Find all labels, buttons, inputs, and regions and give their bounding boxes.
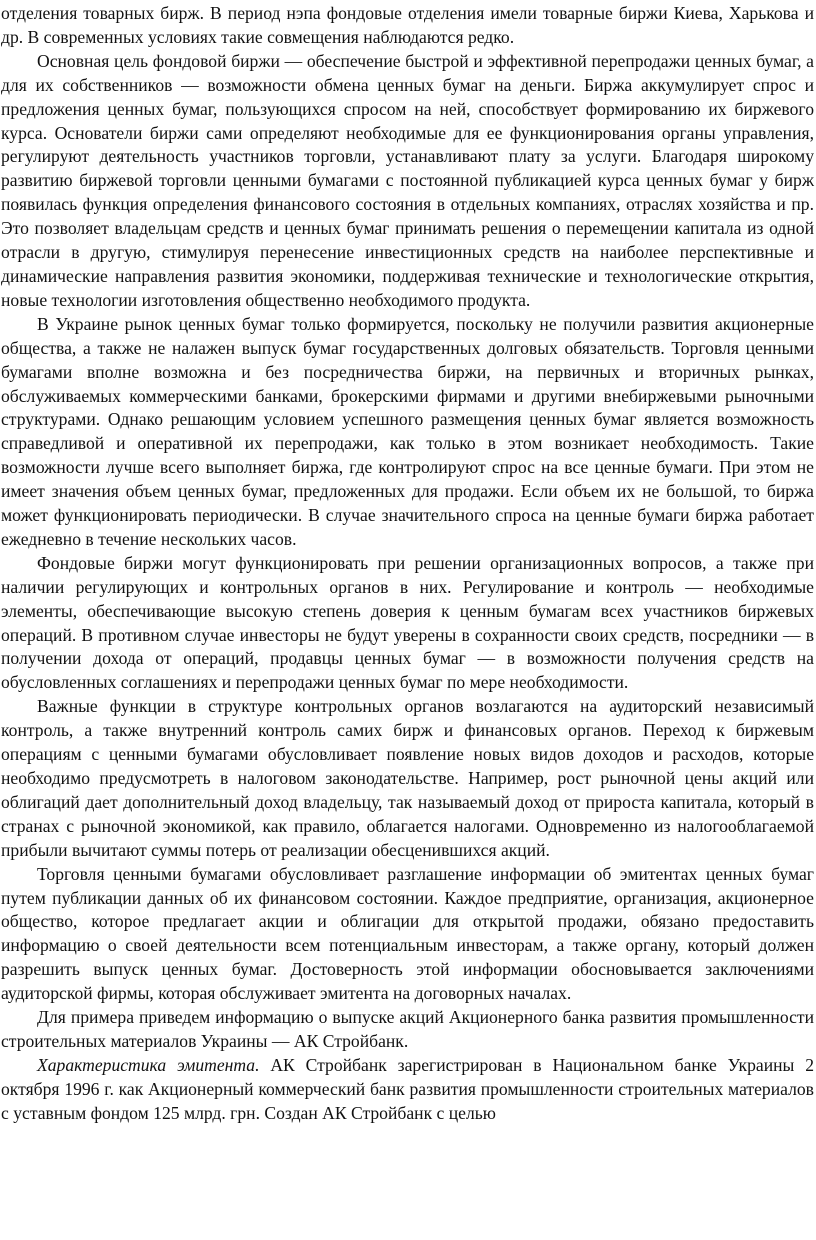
paragraph-regulation: Фондовые биржи могут функционировать при решении организационных вопросов, а также при наличии регулирующих и контрольных органов в них. Регулирование и контроль — необходимые элементы, обеспечивающие высокую степень доверия к ценным бумагам всех участников биржевых операций. В противном случае инвесторы не будут уверены в сохранности своих средств, посредники — в получении дохода от операций, продавцы ценных бумаг — в возможности получения средств на обусловленных соглашениях и перепродажи ценных бумаг по мере необходимости. (1, 552, 814, 693)
issuer-characteristics-text: АК Стройбанк зарегистрирован в Национальном банке Украины 2 октября 1996 г. как Акционерный коммерческий банк развития промышленности строительных материалов с уставным фондом 125 млрд. грн. Создан АК Стройбанк с целью (1, 1054, 814, 1123)
paragraph-example-intro: Для примера приведем информацию о выпуске акций Акционерного банка развития промышленности строительных материалов Украины — АК Стройбанк. (1, 1007, 814, 1051)
paragraph-exchange-purpose: Основная цель фондовой биржи — обеспечение быстрой и эффективной перепродажи ценных бумаг, а для их собственников — возможности обмена ценных бумаг на деньги. Биржа аккумулирует спрос и предложения ценных бумаг, пользующихся спросом на ней, способствует формированию их биржевого курса. Основатели биржи сами определяют необходимые для ее функционирования органы управления, регулируют деятельность участников торговли, устанавливают плату за услуги. Благодаря широкому развитию биржевой торговли ценными бумагами с постоянной публикацией курса ценных бумаг у бирж появилась функция определения финансового состояния в отдельных компаниях, отраслях хозяйства и пр. Это позволяет владельцам средств и ценных бумаг принимать решения о перемещении капитала из одной отрасли в другую, стимулируя перенесение инвестиционных средств на наиболее перспективные и динамические направления развития экономики, поддерживая технические и технологические открытия, новые технологии изготовления общественно необходимого продукта. (1, 50, 814, 310)
paragraph-issuer-characteristics (1, 1054, 814, 1126)
paragraph-disclosure: Торговля ценными бумагами обусловливает разглашение информации об эмитентах ценных бумаг путем публикации данных об их финансовом состоянии. Каждое предприятие, организация, акционерное общество, которое предлагает акции и облигации для открытой продажи, обязано предоставить информацию о своей деятельности всем потенциальным инвесторам, а также органу, который должен разрешить выпуск ценных бумаг. Достоверность этой информации обосновывается заключениями аудиторской фирмы, которая обслуживает эмитента на договорных началах. (1, 863, 814, 1004)
paragraph-control-functions: Важные функции в структуре контрольных органов возлагаются на аудиторский независимый контроль, а также внутренний контроль самих бирж и финансовых органов. Переход к биржевым операциям с ценными бумагами обусловливает появление новых видов доходов и расходов, которые необходимо предусмотреть в налоговом законодательстве. Например, рост рыночной цены акций или облигаций дает дополнительный доход владельцу, так называемый доход от прироста капитала, который в странах с рыночной экономикой, как правило, облагается налогами. Одновременно из налогооблагаемой прибыли вычитают суммы потерь от реализации обесценившихся акций. (1, 696, 814, 860)
paragraph-ukraine-market: В Украине рынок ценных бумаг только формируется, поскольку не получили развития акционерные общества, а также не налажен выпуск бумаг государственных долговых обязательств. Торговля ценными бумагами вполне возможна и без посредничества биржи, на первичных и вторичных рынках, обслуживаемых коммерческими банками, брокерскими фирмами и другими внебиржевыми рыночными структурами. Однако решающим условием успешного размещения ценных бумаг является возможность справедливой и оперативной их перепродажи, как только в этом возникает необходимость. Такие возможности лучше всего выполняет биржа, где контролируют спрос на все ценные бумаги. При этом не имеет значения объем ценных бумаг, предложенных для продажи. Если объем их не большой, то биржа может функционировать периодически. В случае значительного спроса на ценные бумаги биржа работает ежедневно в течение нескольких часов. (1, 313, 814, 549)
paragraph-continuation: отделения товарных бирж. В период нэпа фондовые отделения имели товарные биржи Киева, Харькова и др. В современных условиях такие совмещения наблюдаются редко. (1, 3, 814, 47)
issuer-characteristics-heading: Характеристика эмитента. (37, 1054, 260, 1075)
